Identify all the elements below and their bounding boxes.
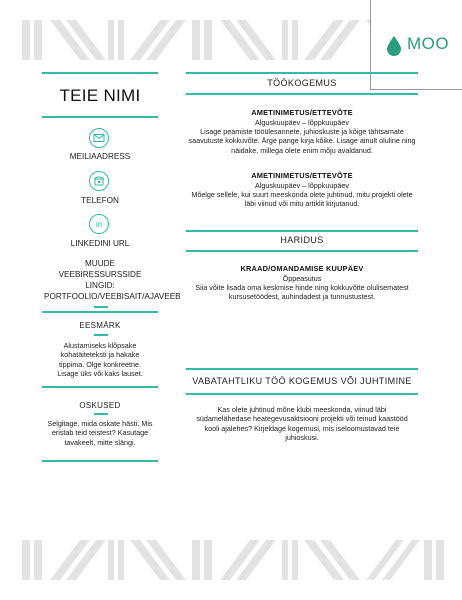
other-links-label: MUUDE VEEBIRESSURSSIDE LINGID: PORTFOOLIO/VEEBISAIT/AJAVEEB xyxy=(44,259,181,301)
divider xyxy=(186,250,418,252)
phone-icon xyxy=(89,171,109,191)
drop-icon xyxy=(387,36,401,56)
email-label: MEILIAADRESS xyxy=(69,152,131,161)
job-title: AMETINIMETUS/ETTEVÕTE xyxy=(251,171,353,180)
education-description: Siia võite lisada oma keskmise hinde ning kokkuvõtte olulisematest kursusetöödest, auhindadest ja tunnustustest. xyxy=(195,283,409,302)
volunteer-title: VABATAHTLIKU TÖÖ KOGEMUS VÕI JUHTIMINE xyxy=(192,376,412,386)
job-description: Lisage peamiste tööülesannete, juhioskuste ja kõige tähtsamate saavutuste kokkuvõte. Ärge pange kirja kõike. Lisage ainult oluline ning näidake, millega olete enim mõju avaldanud. xyxy=(188,127,416,155)
job-dates: Alguskuupäev – lõppkuupäev xyxy=(255,118,349,127)
degree-title: KRAAD/OMANDAMISE KUUPÄEV xyxy=(240,264,364,273)
divider xyxy=(186,368,418,370)
job-description: Mõelge sellele, kui suurt meeskonda olete juhtinud, mitu projekti olete läbi viinud või mitu artiklit kirjutanud. xyxy=(191,190,413,209)
divider xyxy=(186,93,418,95)
envelope-icon xyxy=(89,128,109,148)
objective-title: EESMÄRK xyxy=(79,321,121,330)
short-divider xyxy=(94,413,108,415)
job-dates: Alguskuupäev – lõppkuupäev xyxy=(255,181,349,190)
skills-title: OSKUSED xyxy=(79,401,121,410)
linkedin-label: LINKEDINI URL xyxy=(70,239,130,248)
person-name: TEIE NIMI xyxy=(59,86,141,105)
skills-text: Selgitage, mida oskate hästi. Mis eristab teid teistest? Kasutage tavakeelt, mitte slängi. xyxy=(47,419,153,447)
divider xyxy=(186,393,418,395)
logo-text: MOO xyxy=(407,34,450,53)
volunteer-description: Kas olete juhtinud mõne klubi meeskonda, viinud läbi südamelähedase heategevusaktsiooni projekti või teinud kaastööd kooli ajalehes? Kirjeldage kogemusi, mis iseloomustavad teie juhioskusi. xyxy=(196,405,408,443)
divider xyxy=(42,311,158,313)
education-title: HARIDUS xyxy=(280,235,324,245)
short-divider xyxy=(94,306,108,308)
divider xyxy=(186,72,418,74)
moo-logo xyxy=(370,0,462,90)
divider xyxy=(42,460,158,462)
divider xyxy=(42,386,158,388)
objective-text: Alustamiseks klõpsake kohatäiteteksti ja hakake tippima. Olge konkreetne. Lisage üks või kaks lauset. xyxy=(57,341,143,379)
phone-label: TELEFON xyxy=(81,196,119,205)
svg-text:in: in xyxy=(95,220,103,229)
divider xyxy=(186,230,418,232)
experience-title: TÖÖKOGEMUS xyxy=(267,78,337,88)
school-name: Õppeasutus xyxy=(282,274,322,283)
short-divider xyxy=(94,334,108,336)
bottom-pattern-band xyxy=(0,540,462,580)
linkedin-icon xyxy=(89,214,109,234)
divider xyxy=(42,72,158,74)
job-title: AMETINIMETUS/ETTEVÕTE xyxy=(251,108,353,117)
divider xyxy=(42,116,158,118)
